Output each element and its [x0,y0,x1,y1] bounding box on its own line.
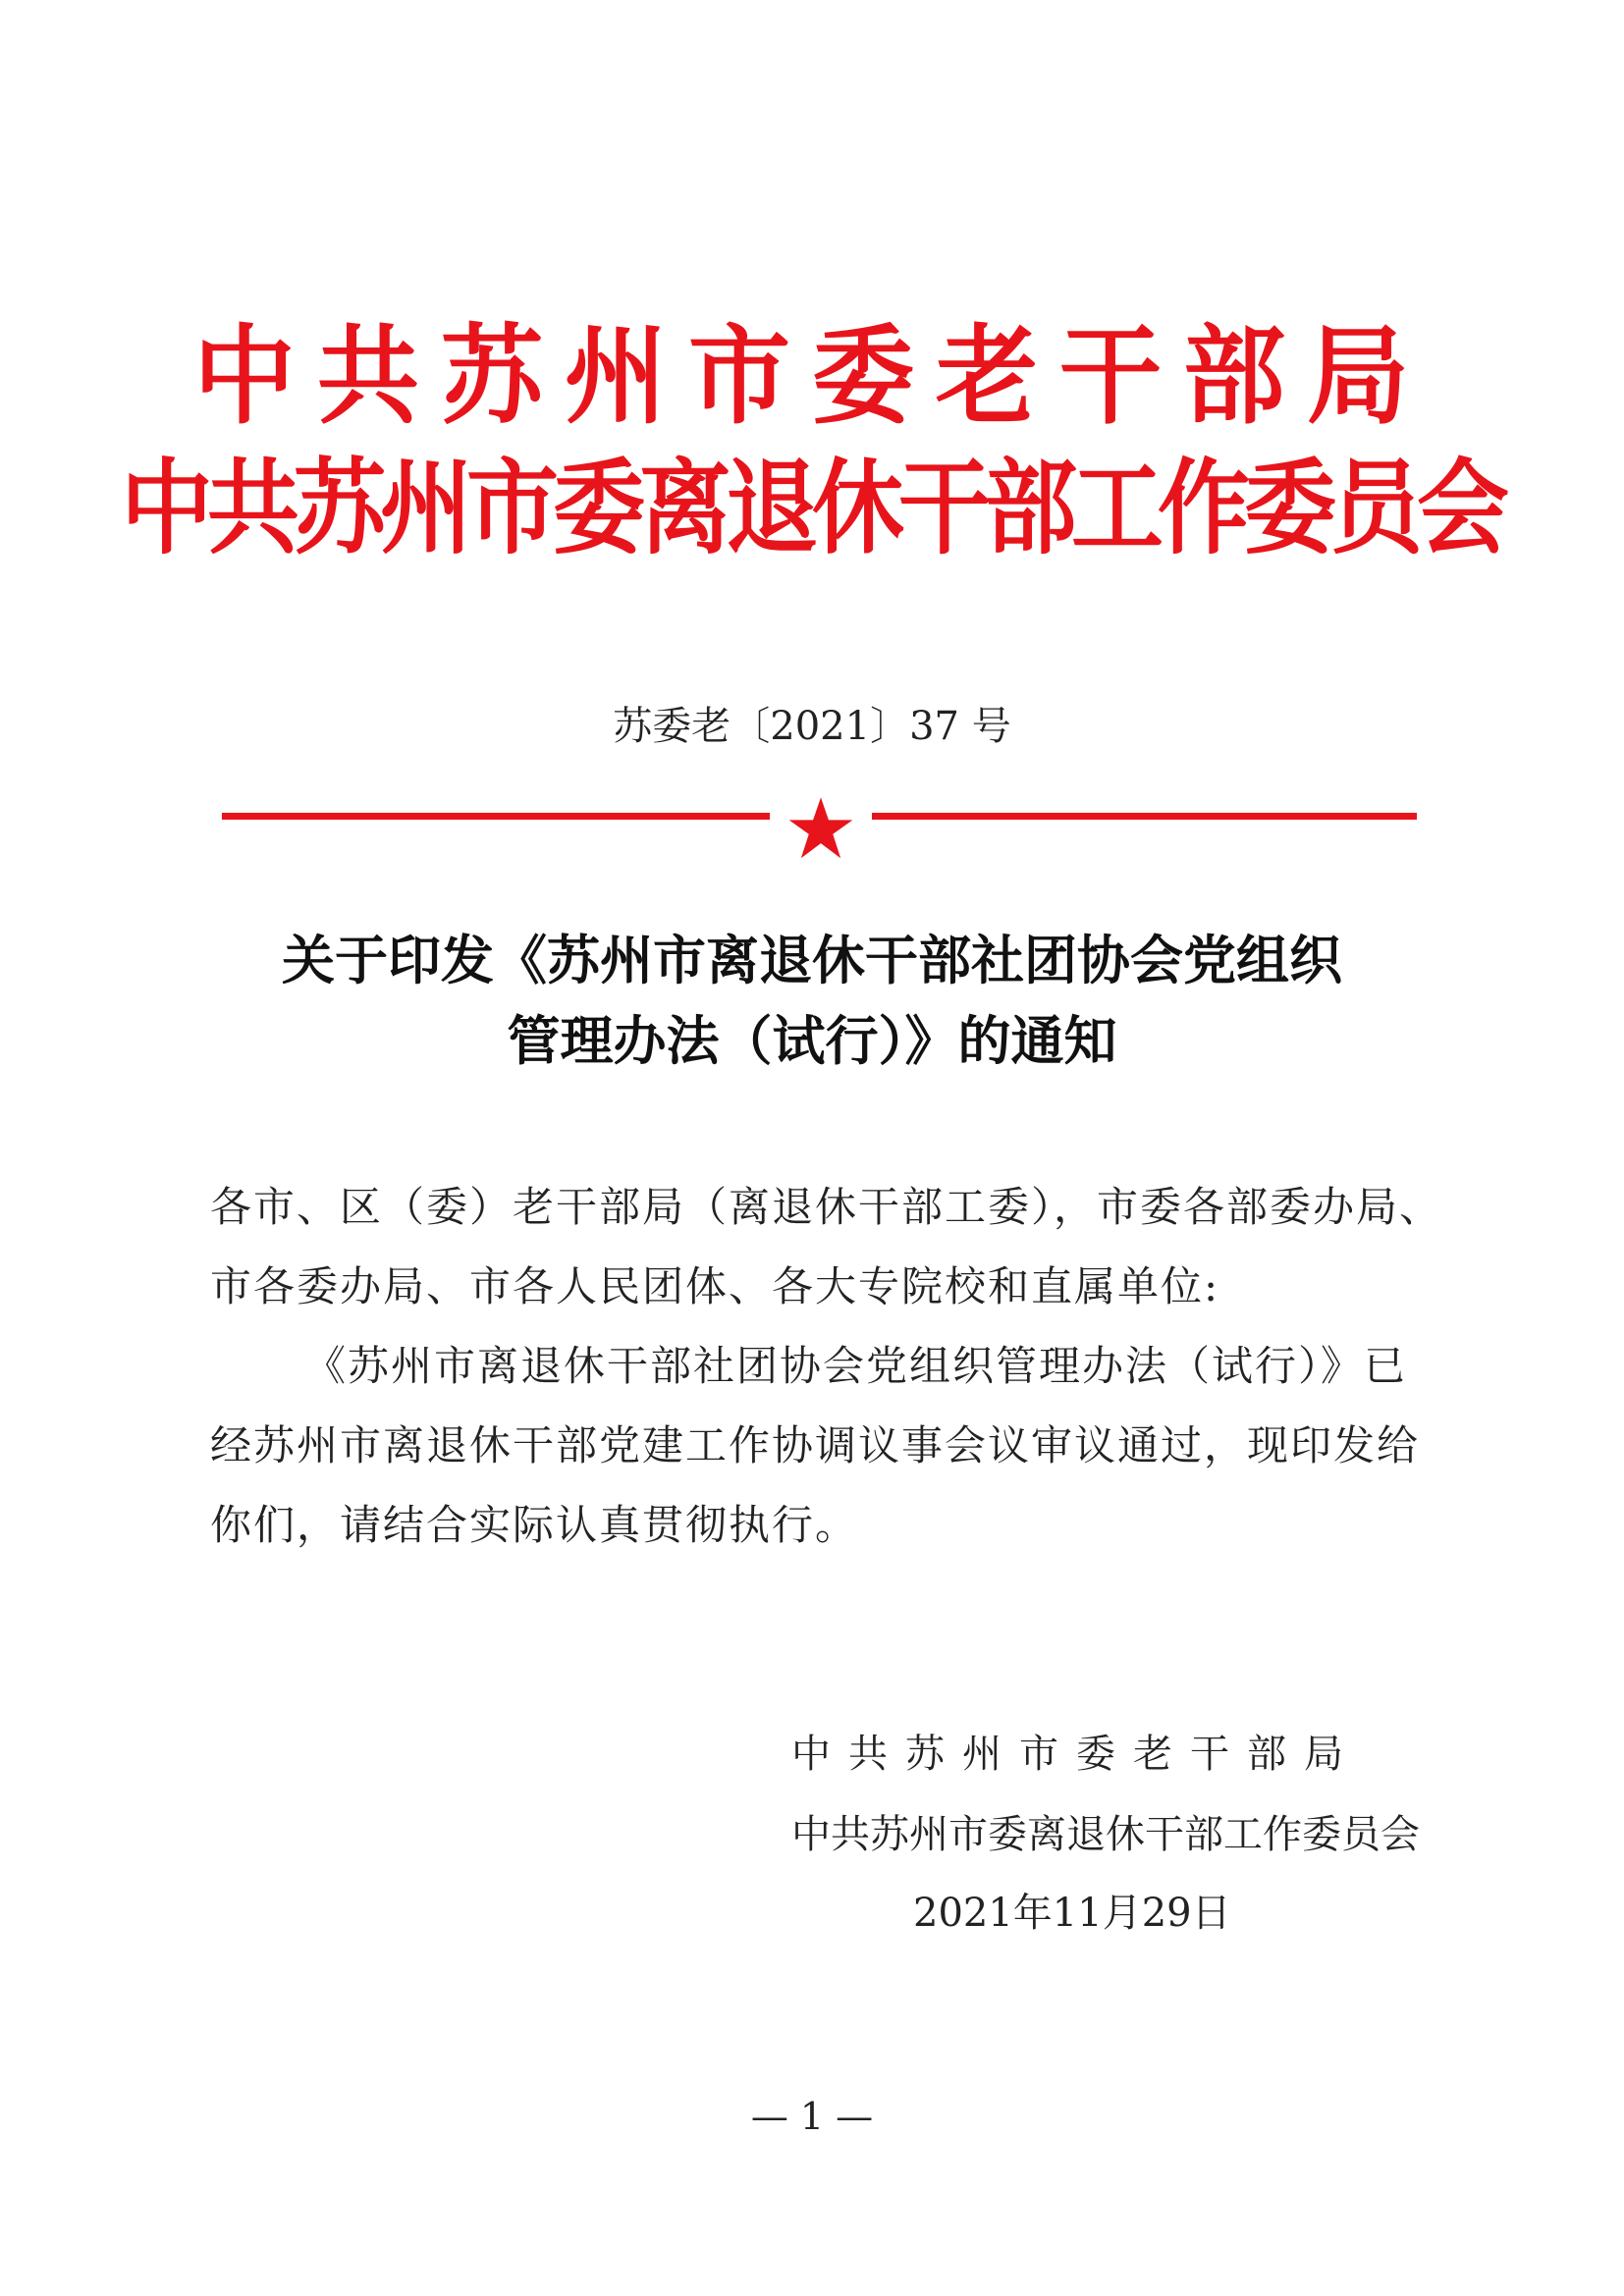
signature-date: 2021年11月29日 [913,1891,1231,1936]
header-org-name-2: 中共苏州市委离退休干部工作委员会 [120,448,1503,569]
recipients-line-1: 各市、区（委）老干部局（离退休干部工委），市委各部委办局、 [210,1183,1443,1231]
document-title-line-2: 管理办法（试行）》的通知 [507,1009,1117,1072]
document-number: 苏委老〔2021〕37 号 [613,704,1011,749]
document-title-line-1: 关于印发《苏州市离退休干部社团协会党组织 [282,929,1342,991]
body-paragraph-line-3: 你们，请结合实际认真贯彻执行。 [210,1501,859,1549]
recipients-line-2: 市各委办局、市各人民团体、各大专院校和直属单位: [210,1262,1220,1310]
signature-org-2: 中共苏州市委离退休干部工作委员会 [791,1812,1420,1857]
body-paragraph-line-2: 经苏州市离退休干部党建工作协调议事会议审议通过，现印发给 [210,1421,1421,1469]
page-number: — 1 — [750,2095,874,2138]
signature-org-1: 中共苏州市委老干部局 [791,1732,1361,1777]
red-divider-right [872,813,1417,820]
red-divider-left [222,813,770,820]
header-org-name-1: 中共苏州市委老干部局 [192,311,1431,440]
body-paragraph-line-1: 《苏州市离退休干部社团协会党组织管理办法（试行）》已 [304,1342,1408,1390]
star-icon [785,793,856,864]
